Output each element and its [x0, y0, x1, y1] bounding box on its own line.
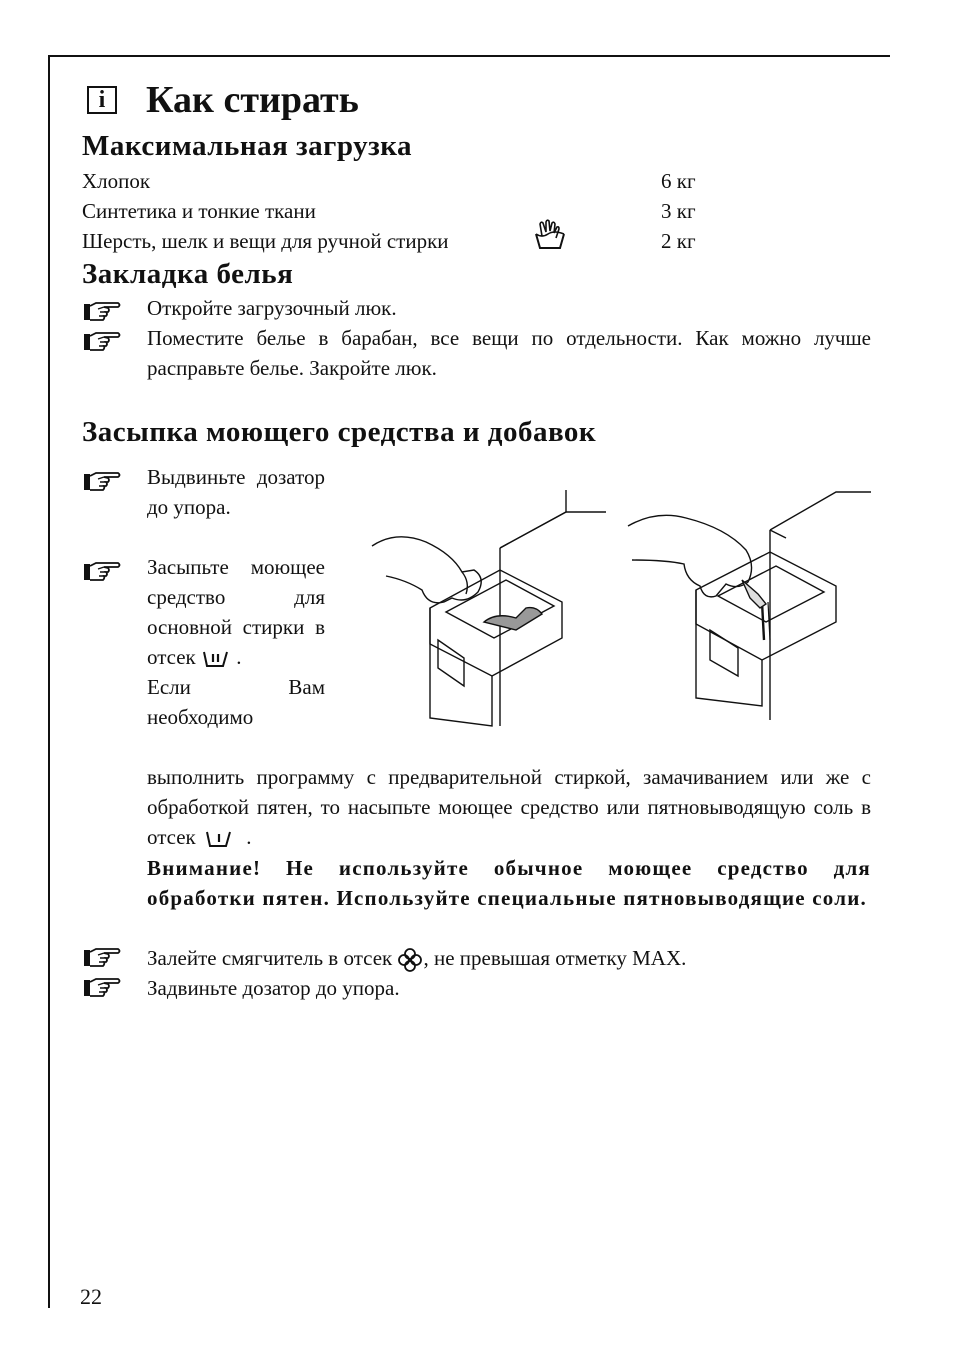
detergent-step-2-cont-text: выполнить программу с предварительной стиркой, замачиванием или же с обработкой пятен, то насыпьте моющее средство или пятновыводящую соль в отсек — [147, 765, 871, 849]
page-number: 22 — [80, 1284, 102, 1309]
pointing-hand-icon — [82, 976, 122, 998]
section-heading-loading: Закладка белья — [82, 258, 294, 290]
main-wash-compartment-icon — [201, 648, 231, 670]
pointing-hand-icon — [82, 300, 122, 322]
pointing-hand-icon — [82, 946, 122, 968]
section-heading-max-load: Максимальная загрузка — [82, 130, 412, 162]
hand-wash-icon — [532, 218, 568, 252]
page-frame-top-rule — [48, 55, 890, 57]
load-row-value-wool: 2 кг — [661, 229, 696, 253]
load-row-label-cotton: Хлопок — [82, 169, 151, 193]
detergent-step-3-before: Залейте смягчитель в отсек — [147, 946, 393, 970]
detergent-drawer-illustration — [366, 490, 871, 730]
detergent-step-3-after: , не превышая отметку MAX. — [423, 946, 687, 970]
load-row-label-wool: Шерсть, шелк и вещи для ручной стирки — [82, 229, 449, 253]
warning-note: Внимание! Не используйте обычное моющее средство для обработки пятен. Используйте специальные пятновыводящие соли. — [147, 856, 871, 910]
page-frame-left-rule — [48, 55, 50, 1308]
detergent-step-1: Выдвиньте дозатор до упора. — [147, 465, 325, 519]
section-heading-detergent: Засыпка моющего средства и добавок — [82, 416, 597, 448]
detergent-step-2-cont: выполнить программу с предварительной стиркой, замачиванием или же с обработкой пятен, то насыпьте моющее средство или пятновыводящую соль в отсек . — [147, 765, 871, 849]
pointing-hand-icon — [82, 470, 122, 492]
load-row-label-synthetics: Синтетика и тонкие ткани — [82, 199, 316, 223]
loading-step-1: Откройте загрузочный люк. — [147, 296, 397, 320]
detergent-step-3 — [147, 943, 871, 973]
info-icon: i — [87, 86, 117, 114]
detergent-step-2-cont-narrow: Если Вам необходимо — [147, 675, 325, 729]
loading-step-2: Поместите белье в барабан, все вещи по отдельности. Как можно лучше расправьте белье. Закройте люк. — [147, 326, 871, 380]
page-title: Как стирать — [146, 79, 359, 121]
detergent-step-4: Задвиньте дозатор до упора. — [147, 976, 400, 1000]
load-row-value-cotton: 6 кг — [661, 169, 696, 193]
prewash-compartment-icon — [201, 828, 241, 850]
pointing-hand-icon — [82, 560, 122, 582]
detergent-step-2-text: Засыпьте моющее средство для основной стирки в отсек — [147, 555, 325, 669]
load-row-value-synthetics: 3 кг — [661, 199, 696, 223]
pointing-hand-icon — [82, 330, 122, 352]
softener-flower-icon — [397, 948, 423, 972]
detergent-step-2: Засыпьте моющее средство для основной стирки в отсек . Если Вам необходимо — [147, 555, 325, 729]
